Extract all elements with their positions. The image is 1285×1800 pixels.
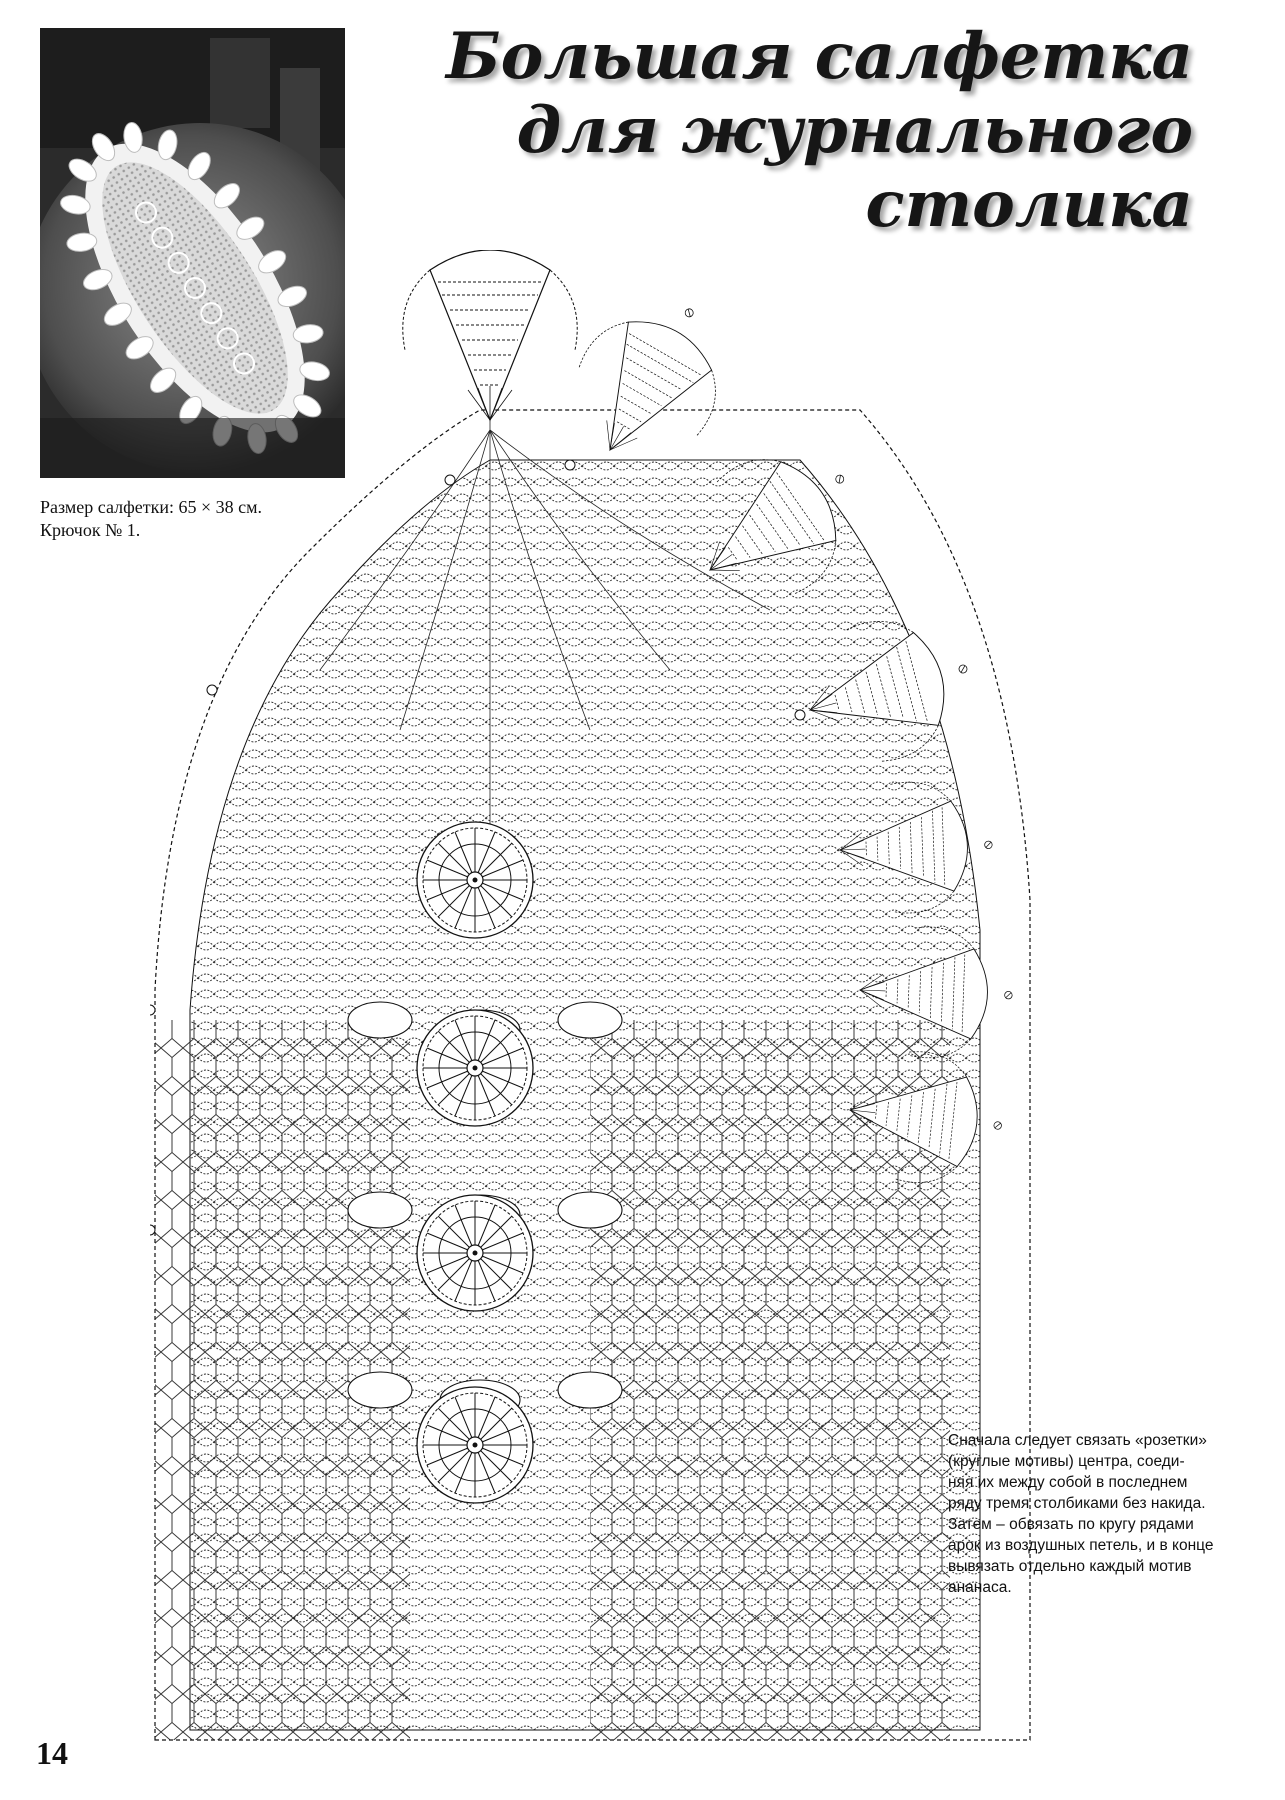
- instructions-line: няя их между собой в последнем: [948, 1474, 1188, 1491]
- title-line-3: столика: [865, 167, 1193, 242]
- instructions-line: Затем – обвязать по кругу рядами: [948, 1516, 1194, 1533]
- hook-size: Крючок № 1.: [40, 520, 141, 540]
- instructions-line: арок из воздушных петель, и в конце: [948, 1537, 1214, 1554]
- instructions-line: вывязать отдельно каждый мотив: [948, 1558, 1192, 1575]
- title-line-2: для журнального: [516, 93, 1193, 168]
- title-line-1: Большая салфетка: [445, 19, 1193, 94]
- instructions-line: Сначала следует связать «розетки»: [948, 1432, 1207, 1449]
- instructions-line: ананаса.: [948, 1579, 1012, 1596]
- instructions-line: ряду тремя столбиками без накида.: [948, 1495, 1206, 1512]
- page-title: [433, 20, 1193, 242]
- doily-size: Размер салфетки: 65 × 38 см.: [40, 497, 263, 517]
- instructions-line: (круглые мотивы) центра, соеди-: [948, 1453, 1185, 1470]
- instructions-text: [948, 1430, 1248, 1598]
- page-number: 14: [36, 1735, 68, 1771]
